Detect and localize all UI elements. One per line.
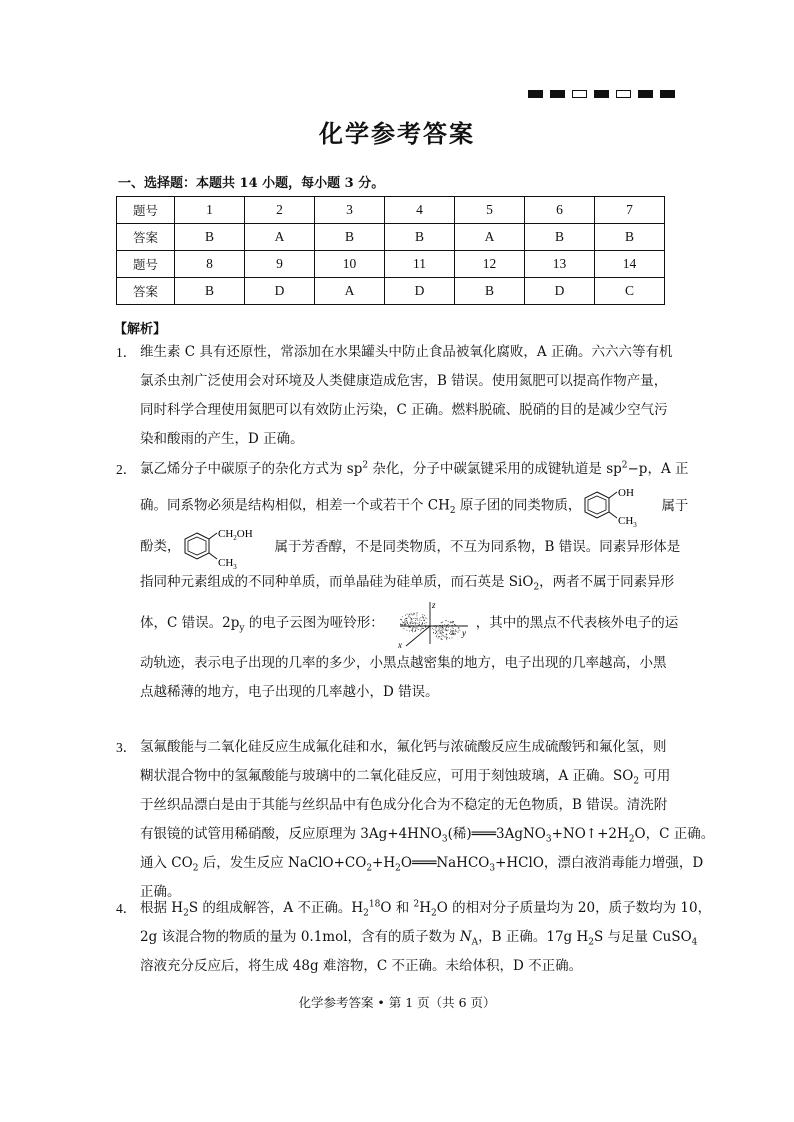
table-cell: B — [525, 224, 595, 251]
table-cell: 9 — [245, 251, 315, 278]
answer-table — [116, 196, 665, 305]
table-cell: 7 — [595, 197, 665, 224]
svg-text:x: x — [397, 639, 402, 650]
table-row — [117, 251, 665, 278]
svg-text:CH3: $CH_3$ — [217, 557, 237, 570]
question-2-explanation — [116, 455, 689, 707]
svg-text:CH2OH: $CH_2OH$ — [217, 528, 253, 542]
table-cell: 6 — [525, 197, 595, 224]
question-number: 3． — [116, 740, 137, 755]
row-header-cell: 题号 — [117, 197, 175, 224]
code-mark — [528, 90, 543, 98]
p-orbital-dumbbell-icon — [384, 598, 476, 650]
table-cell: A — [455, 224, 525, 251]
table-cell: 10 — [315, 251, 385, 278]
table-cell: 1 — [175, 197, 245, 224]
text-line: 维生素 C 具有还原性，常添加在水果罐头中防止食品被氧化腐败，A 正确。六六六等有机 — [140, 344, 673, 360]
page-code-marks — [528, 90, 675, 98]
text-line: 动轨迹，表示电子出现的几率的多少，小黑点越密集的地方，电子出现的几率越高，小黑 — [140, 655, 667, 671]
table-cell: C — [595, 278, 665, 305]
table-row — [117, 197, 665, 224]
table-cell: 12 — [455, 251, 525, 278]
table-cell: 8 — [175, 251, 245, 278]
benzyl-alcohol-structure-icon — [181, 524, 273, 570]
question-4-explanation — [116, 894, 712, 981]
analysis-heading: 【解析】 — [114, 322, 167, 337]
table-cell: B — [385, 224, 455, 251]
table-row — [117, 278, 665, 305]
table-cell: 14 — [595, 251, 665, 278]
table-cell: B — [315, 224, 385, 251]
code-mark — [616, 90, 631, 98]
text-line: 确。同系物必须是结构相似，相差一个或若干个 $CH_2$ 原子团的同类物质， OH $CH_3$ 属于 — [140, 484, 680, 524]
text-line: 2g 该混合物的物质的量为 0.1mol，含有的质子数为 $N_A$，B 正确。17g $H_2S$ 与足量 CuSO$_4$ — [140, 929, 698, 948]
code-mark — [638, 90, 653, 98]
table-cell: 3 — [315, 197, 385, 224]
text-line: 于丝织品漂白是由于其能与丝织品中有色成分化合为不稳定的无色物质，B 错误。清洗附 — [140, 797, 668, 813]
table-cell: 11 — [385, 251, 455, 278]
table-cell: A — [315, 278, 385, 305]
table-cell: 13 — [525, 251, 595, 278]
row-header-cell: 答案 — [117, 278, 175, 305]
svg-text:CH3: $CH_3$ — [618, 515, 638, 528]
text-line: 同时科学合理使用氮肥可以有效防止污染，C 正确。燃料脱硫、脱硝的目的是减少空气污 — [140, 402, 668, 418]
code-mark — [550, 90, 565, 98]
question-number: 1． — [116, 345, 137, 360]
text-line: 糊状混合物中的氢氟酸能与玻璃中的二氧化硅反应，可用于刻蚀玻璃，A 正确。$SO_2$ 可用 — [140, 768, 671, 787]
table-cell: 2 — [245, 197, 315, 224]
svg-text:OH: OH — [618, 487, 635, 499]
svg-text:z: z — [431, 599, 436, 610]
table-row — [117, 224, 665, 251]
question-number: 4． — [116, 901, 137, 916]
table-cell: D — [525, 278, 595, 305]
code-mark — [660, 90, 675, 98]
section-heading: 一、选择题：本题共 14 小题，每小题 3 分。 — [118, 176, 385, 191]
text-line: 氢氟酸能与二氧化硅反应生成氟化硅和水，氟化钙与浓硫酸反应生成硫酸钙和氟化氢，则 — [140, 739, 667, 755]
text-line: 氯杀虫剂广泛使用会对环境及人类健康造成危害，B 错误。使用氮肥可以提高作物产量， — [140, 373, 668, 389]
table-cell: B — [175, 278, 245, 305]
code-mark — [572, 90, 587, 98]
table-cell: B — [595, 224, 665, 251]
svg-text:y: y — [461, 627, 466, 638]
question-number: 2． — [116, 462, 137, 477]
text-line: 体，C 错误。$2p_y$ 的电子云图为哑铃形： z y x ，其中的黑点不代表核外电子的运 — [140, 599, 679, 650]
text-line: 染和酸雨的产生，D 正确。 — [140, 431, 304, 447]
code-mark — [594, 90, 609, 98]
text-line: 有银镜的试管用稀硝酸，反应原理为 $3Ag+4HNO_3$(稀)$═══3AgNO_3+NO↑+2H_2O$，C 正确。 — [140, 826, 715, 845]
text-line: 正确。 — [140, 884, 181, 900]
page-title: 化学参考答案 — [319, 119, 475, 148]
text-line: 溶液充分反应后，将生成 48g 难溶物，C 不正确。未给体积，D 不正确。 — [140, 958, 583, 974]
table-cell: D — [245, 278, 315, 305]
text-line: 酚类， $CH_2OH$ $CH_3$ 属于芳香醇，不是同类物质，不互为同系物，B 错误。同素异形体是 — [140, 524, 680, 568]
table-cell: B — [175, 224, 245, 251]
text-line: 氯乙烯分子中碳原子的杂化方式为 $sp^2$ 杂化，分子中碳氯键采用的成键轨道是 $sp^2-p$，A 正 — [140, 460, 689, 477]
text-line: 点越稀薄的地方，电子出现的几率越小，D 错误。 — [140, 684, 439, 700]
table-cell: A — [245, 224, 315, 251]
text-line: 指同种元素组成的不同种单质，而单晶硅为硅单质，而石英是 SiO$_2$，两者不属于同素异形 — [140, 574, 675, 593]
table-cell: 4 — [385, 197, 455, 224]
row-header-cell: 题号 — [117, 251, 175, 278]
text-line: 通入 $CO_2$ 后，发生反应 $NaClO+CO_2+H_2O═══NaHCO_3+HClO$，漂白液消毒能力增强，D — [140, 855, 704, 874]
text-line: 根据 $H_2S$ 的组成解答，A 不正确。$H_2^{18}O$ 和 $^2H_2O$ 的相对分子质量均为 20，质子数均为 10， — [140, 899, 712, 919]
question-3-explanation — [116, 733, 715, 907]
question-1-explanation — [116, 338, 680, 454]
table-cell: 5 — [455, 197, 525, 224]
page-footer: 化学参考答案 • 第 1 页（共 6 页） — [298, 995, 496, 1010]
o-cresol-structure-icon — [581, 484, 659, 528]
row-header-cell: 答案 — [117, 224, 175, 251]
table-cell: B — [455, 278, 525, 305]
table-cell: D — [385, 278, 455, 305]
